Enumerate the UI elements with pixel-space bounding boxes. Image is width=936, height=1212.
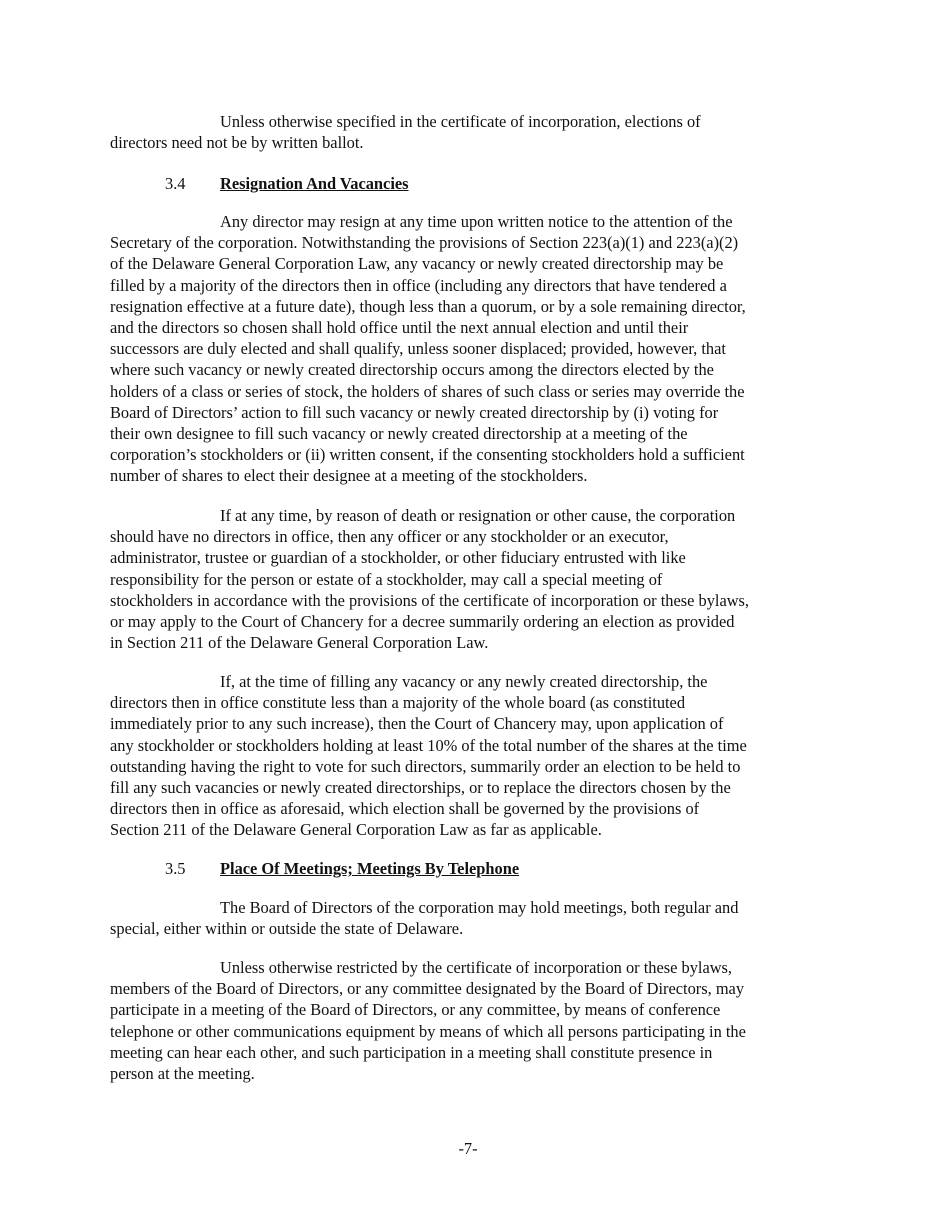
paragraph-line: number of shares to elect their designee at a meeting of the stockholders.	[110, 466, 588, 486]
paragraph-line: telephone or other communications equipment by means of which all persons participating in the	[110, 1021, 746, 1041]
paragraph-line: participate in a meeting of the Board of Directors, or any committee, by means of conference	[110, 1000, 721, 1020]
paragraph-line: their own designee to fill such vacancy or newly created directorship at a meeting of the	[110, 424, 688, 444]
paragraph-filling-vacancy	[110, 671, 826, 841]
paragraph-line: The Board of Directors of the corporation may hold meetings, both regular and	[220, 898, 739, 917]
paragraph-line: directors then in office constitute less than a majority of the whole board (as constituted	[110, 693, 686, 713]
paragraph-elections-ballot	[110, 111, 826, 153]
paragraph-line: or may apply to the Court of Chancery for a decree summarily ordering an election as provided	[110, 612, 735, 632]
paragraph-line: any stockholder or stockholders holding at least 10% of the total number of the shares at the time	[110, 735, 747, 755]
paragraph-line: directors then in office as aforesaid, which election shall be governed by the provisions of	[110, 799, 700, 819]
paragraph-line: where such vacancy or newly created directorship occurs among the directors elected by the	[110, 360, 714, 380]
paragraph-line: members of the Board of Directors, or any committee designated by the Board of Directors, may	[110, 979, 745, 999]
paragraph-line: special, either within or outside the state of Delaware.	[110, 919, 464, 939]
paragraph-line: If at any time, by reason of death or resignation or other cause, the corporation	[220, 506, 736, 525]
section-number: 3.4	[165, 174, 186, 193]
paragraph-line: in Section 211 of the Delaware General Corporation Law.	[110, 633, 489, 653]
paragraph-line: stockholders in accordance with the provisions of the certificate of incorporation or these bylaws,	[110, 590, 750, 610]
paragraph-line: Secretary of the corporation. Notwithstanding the provisions of Section 223(a)(1) and 223(a)(2)	[110, 233, 739, 253]
paragraph-line: of the Delaware General Corporation Law, any vacancy or newly created directorship may be	[110, 254, 724, 274]
paragraph-line: successors are duly elected and shall qualify, unless sooner displaced; provided, however, that	[110, 339, 726, 359]
paragraph-line: corporation’s stockholders or (ii) written consent, if the consenting stockholders hold a sufficient	[110, 445, 745, 465]
page-number: -7-	[458, 1139, 478, 1158]
paragraph-line: resignation effective at a future date), though less than a quorum, or by a sole remaining director,	[110, 296, 746, 316]
section-title: Place Of Meetings; Meetings By Telephone	[220, 859, 520, 878]
paragraph-line: responsibility for the person or estate of a stockholder, may call a special meeting of	[110, 569, 663, 589]
section-title: Resignation And Vacancies	[220, 174, 409, 193]
paragraph-line: If, at the time of filling any vacancy or any newly created directorship, the	[220, 672, 708, 691]
paragraph-line: should have no directors in office, then any officer or any stockholder or an executor,	[110, 527, 669, 547]
paragraph-line: person at the meeting.	[110, 1064, 255, 1084]
paragraph-line: filled by a majority of the directors then in office (including any directors that have tendered a	[110, 275, 727, 295]
paragraph-telephone-meetings	[110, 957, 826, 1084]
paragraph-line: fill any such vacancies or newly created directorships, or to replace the directors chosen by the	[110, 778, 731, 798]
paragraph-line: Board of Directors’ action to fill such vacancy or newly created directorship by (i) voting for	[110, 402, 719, 422]
section-number: 3.5	[165, 859, 186, 878]
paragraph-no-directors	[110, 505, 826, 653]
section-heading-3-5	[165, 858, 519, 879]
paragraph-line: Unless otherwise restricted by the certificate of incorporation or these bylaws,	[220, 958, 733, 977]
paragraph-line: administrator, trustee or guardian of a stockholder, or other fiduciary entrusted with like	[110, 548, 686, 568]
paragraph-line: outstanding having the right to vote for such directors, summarily order an election to be held to	[110, 756, 741, 776]
section-heading-3-4	[165, 173, 409, 194]
paragraph-line: holders of a class or series of stock, the holders of shares of such class or series may override the	[110, 381, 745, 401]
paragraph-resignation	[110, 211, 826, 487]
paragraph-line: and the directors so chosen shall hold office until the next annual election and until their	[110, 318, 689, 338]
paragraph-line: immediately prior to any such increase), then the Court of Chancery may, upon application of	[110, 714, 724, 734]
paragraph-line: Any director may resign at any time upon written notice to the attention of the	[220, 212, 733, 231]
paragraph-line: directors need not be by written ballot.	[110, 133, 364, 153]
paragraph-line: meeting can hear each other, and such participation in a meeting shall constitute presence in	[110, 1042, 713, 1062]
paragraph-meeting-location	[110, 897, 826, 939]
paragraph-line: Unless otherwise specified in the certificate of incorporation, elections of	[220, 112, 701, 131]
paragraph-line: Section 211 of the Delaware General Corporation Law as far as applicable.	[110, 820, 602, 840]
